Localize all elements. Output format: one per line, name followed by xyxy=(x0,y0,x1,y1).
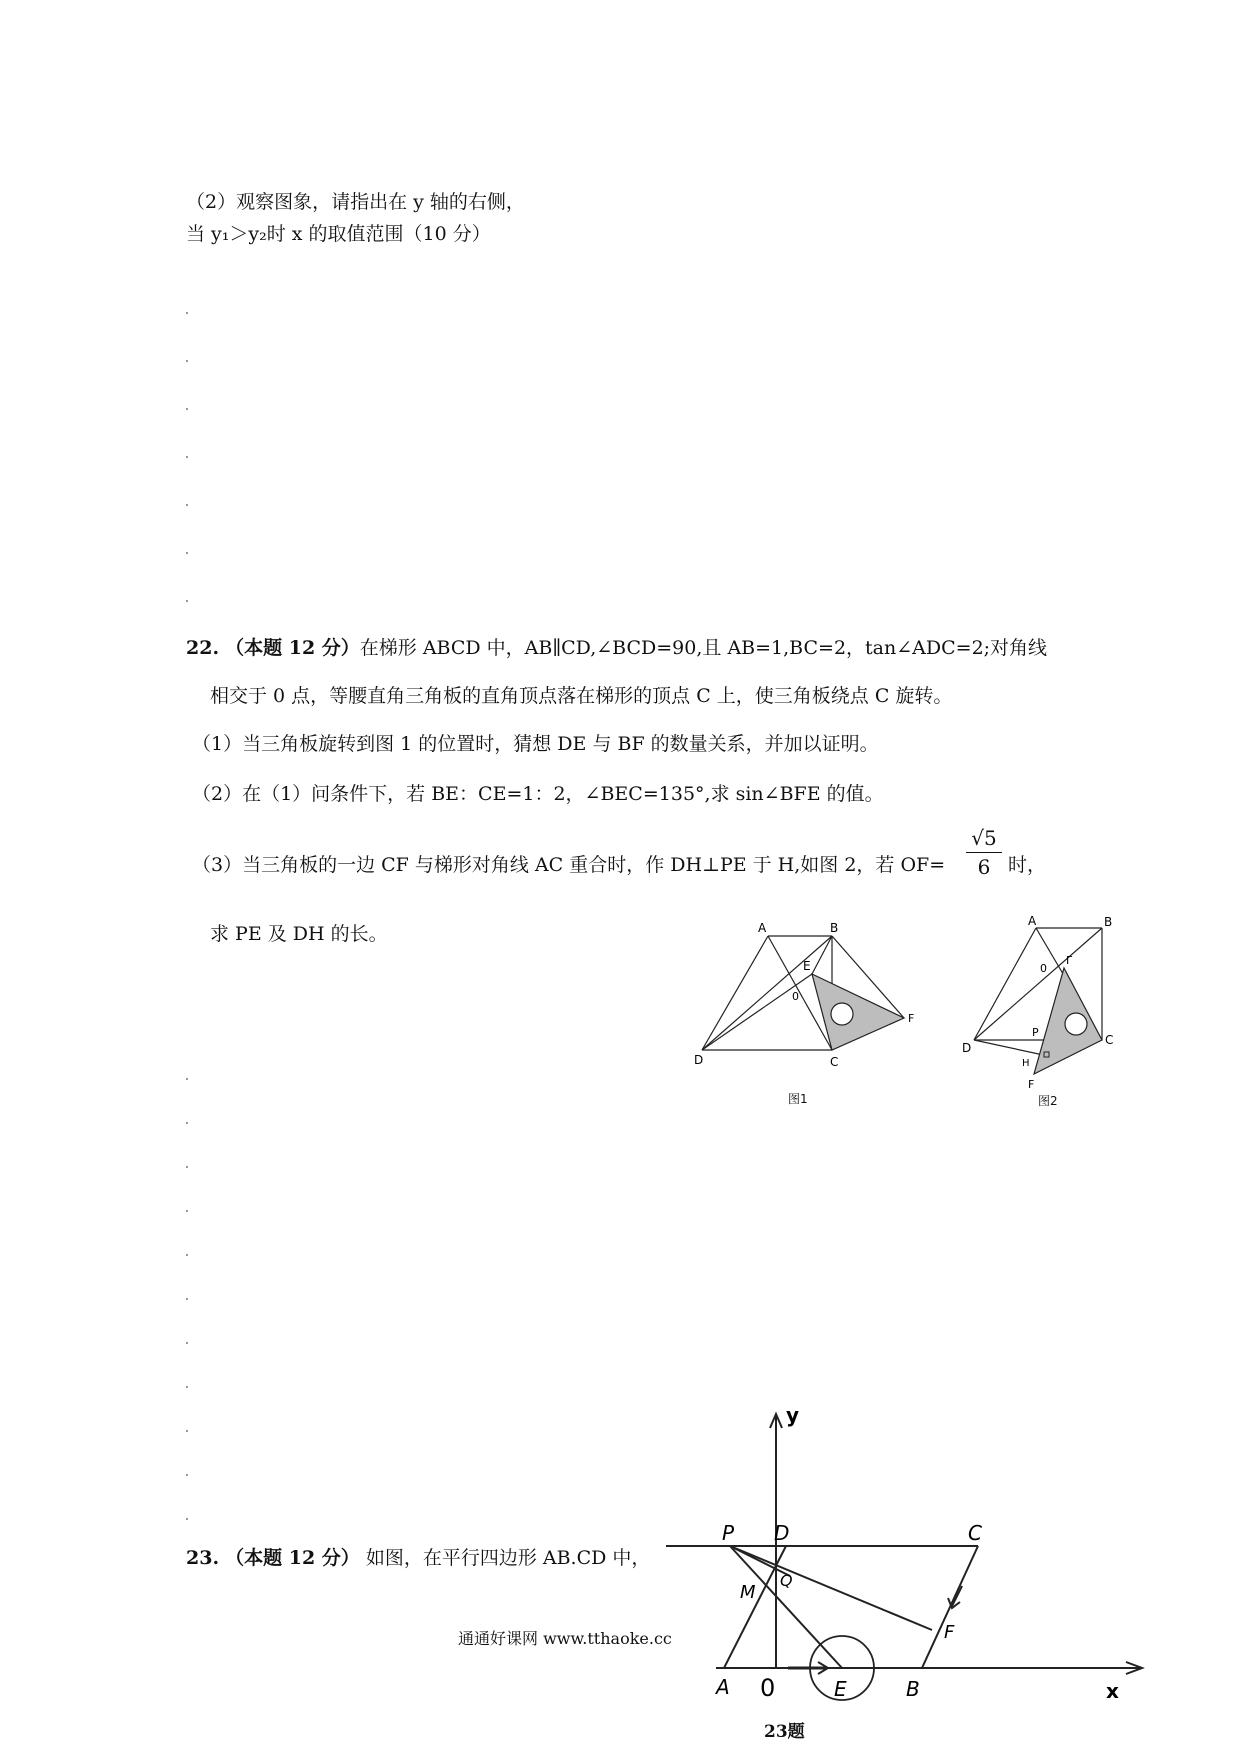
fig23-label-d: D xyxy=(774,1521,790,1545)
fig23-label-c: C xyxy=(968,1521,982,1545)
footer-watermark: 通通好课网 www.tthaoke.cc xyxy=(458,1629,672,1648)
answer-space-dot xyxy=(186,1386,188,1388)
fig23-label-q: Q xyxy=(780,1571,793,1590)
answer-space-dot xyxy=(186,1166,188,1168)
fig23-label-x: x xyxy=(1106,1679,1119,1703)
q23-figure-caption: 23题 xyxy=(764,1722,805,1742)
q23-points: （本题 12 分） xyxy=(225,1547,360,1569)
q22-number: 22. xyxy=(186,637,220,659)
answer-space-dot xyxy=(186,360,188,362)
q22-fraction xyxy=(966,826,1002,879)
q22-stem-line1 xyxy=(186,636,1047,660)
fig2-label-gamma: Γ xyxy=(1066,954,1073,967)
fig23-label-f: F xyxy=(944,1622,955,1643)
q22-stem-text1: 在梯形 ABCD 中，AB∥CD,∠BCD=90,且 AB=1,BC=2，tan∠ADC=2;对角线 xyxy=(359,637,1048,659)
q22-part3-pre: （3）当三角板的一边 CF 与梯形对角线 AC 重合时，作 DH⊥PE 于 H,如图 2，若 OF= xyxy=(192,854,946,876)
fig23-label-m: M xyxy=(740,1582,756,1603)
fig1-label-f: F xyxy=(908,1012,915,1025)
answer-space-dot xyxy=(186,1122,188,1124)
fig1-label-c: C xyxy=(830,1055,839,1069)
fig1-label-o: 0 xyxy=(792,990,799,1003)
fig1-label-d: D xyxy=(694,1053,704,1067)
q22-stem-line2: 相交于 0 点，等腰直角三角板的直角顶点落在梯形的顶点 C 上，使三角板绕点 C 旋转。 xyxy=(210,685,953,707)
answer-space-dot xyxy=(186,1298,188,1300)
q23-stem xyxy=(186,1546,650,1570)
answer-space-dot xyxy=(186,456,188,458)
q22-figure2-caption: 图2 xyxy=(1038,1094,1058,1108)
answer-space-dot xyxy=(186,504,188,506)
fig2-label-d: D xyxy=(962,1041,972,1055)
fig2-label-f: F xyxy=(1028,1078,1035,1091)
fig23-label-e: E xyxy=(834,1677,847,1701)
answer-space-dot xyxy=(186,312,188,314)
fig2-label-p: P xyxy=(1032,1026,1039,1039)
fig23-label-y: y xyxy=(786,1406,800,1427)
q23-figure xyxy=(656,1406,1156,1736)
triangle-ruler-hole xyxy=(1065,1013,1087,1035)
q22-fraction-numerator: √5 xyxy=(971,826,997,850)
answer-space-dot xyxy=(186,1518,188,1520)
fig23-label-a: A xyxy=(716,1675,730,1699)
q22-part1: （1）当三角板旋转到图 1 的位置时，猜想 DE 与 BF 的数量关系，并加以证明。 xyxy=(192,733,879,755)
answer-space-dot xyxy=(186,552,188,554)
q22-part2: （2）在（1）问条件下，若 BE：CE=1：2，∠BEC=135°,求 sin∠BFE 的值。 xyxy=(192,783,884,805)
fig23-label-p: P xyxy=(722,1521,735,1545)
q22-figure2 xyxy=(960,912,1130,1092)
answer-space-dot xyxy=(186,408,188,410)
fig2-label-h: H xyxy=(1022,1058,1030,1069)
q22-figure1 xyxy=(688,918,928,1078)
fig2-label-c: C xyxy=(1105,1033,1114,1047)
fig2-label-a: A xyxy=(1028,914,1037,928)
fig1-label-e: E xyxy=(803,959,811,973)
answer-space-dot xyxy=(186,1254,188,1256)
answer-space-dot xyxy=(186,600,188,602)
q22-part3-post: 时， xyxy=(1008,854,1047,876)
fig1-label-b: B xyxy=(830,921,839,935)
fig2-label-o: 0 xyxy=(1040,962,1047,975)
answer-space-dot xyxy=(186,1210,188,1212)
q23-stem-text: 如图，在平行四边形 AB.CD 中， xyxy=(365,1547,651,1569)
q22-fraction-denominator: 6 xyxy=(977,855,991,879)
q21-part2-line2: 当 y₁＞y₂时 x 的取值范围（10 分） xyxy=(186,223,491,245)
q23-number: 23. xyxy=(186,1547,220,1569)
fig1-label-a: A xyxy=(758,921,767,935)
q22-figure1-caption: 图1 xyxy=(788,1092,808,1106)
fig2-label-b: B xyxy=(1104,915,1113,929)
answer-space-dot xyxy=(186,1078,188,1080)
answer-space-dot xyxy=(186,1342,188,1344)
fig23-label-b: B xyxy=(906,1677,920,1701)
q21-part2-line1: （2）观察图象，请指出在 y 轴的右侧， xyxy=(186,191,525,213)
q22-part3-last: 求 PE 及 DH 的长。 xyxy=(210,923,388,945)
answer-space-dot xyxy=(186,1430,188,1432)
fig23-label-origin: 0 xyxy=(760,1674,776,1702)
triangle-ruler-hole xyxy=(831,1003,853,1025)
fraction-bar xyxy=(966,852,1002,853)
q22-points: （本题 12 分） xyxy=(225,637,360,659)
answer-space-dot xyxy=(186,1474,188,1476)
